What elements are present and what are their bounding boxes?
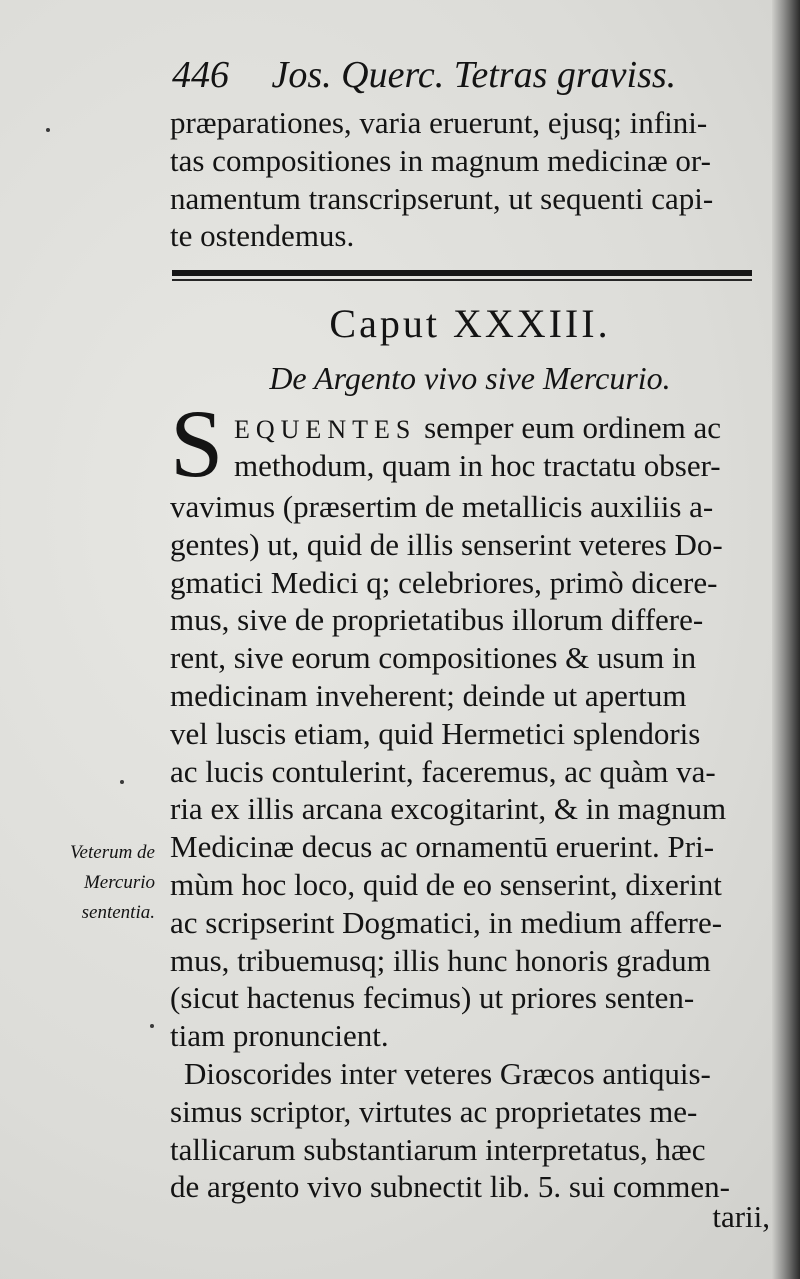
continuation-text [170,104,765,255]
margin-note [20,838,155,928]
text-line: methodum, quam in hoc tractatu obser- [234,448,721,483]
ink-speck [150,1024,154,1028]
running-title: Jos. Querc. Tetras graviss. [271,54,677,96]
text-line: medicinam inveherent; deinde ut apertum [170,677,687,713]
text-line: mus, sive de proprietatibus illorum differe- [170,602,704,638]
text-line: Medicinæ decus ac ornamentū eruerint. Pri- [170,829,715,865]
chapter-heading: Caput XXXIII. [329,301,611,346]
text-line: rent, sive eorum compositiones & usum in [170,640,697,676]
first-lines [234,409,764,485]
text-line: te ostendemus. [170,218,355,254]
text-line: ria ex illis arcana excogitarint, & in magnum [170,791,727,827]
margin-note-line: Mercurio [83,872,155,893]
ink-speck [46,128,50,132]
text-line: semper eum ordinem ac [424,410,722,445]
text-line: ac lucis contulerint, faceremus, ac quàm va- [170,753,716,789]
opening-word: EQUENTES [234,415,417,444]
text-line: simus scriptor, virtutes ac proprietates me- [170,1093,698,1129]
text-line: gmatici Medici q; celebriores, primò dicere- [170,564,718,600]
drop-cap: S [170,390,224,497]
page-gutter-shadow [772,0,800,1279]
page-number: 446 [172,54,229,96]
ink-speck [120,780,124,784]
margin-note-line: Veterum de [70,842,155,863]
text-line: mus, tribuemusq; illis hunc honoris gradum [170,942,711,978]
paragraph-two [170,1055,765,1206]
text-line: Dioscorides inter veteres Græcos antiquis- [184,1056,711,1091]
text-line: gentes) ut, quid de illis senserint veteres Do- [170,526,723,562]
text-line: ac scripserint Dogmatici, in medium afferre- [170,904,723,940]
text-line: (sicut hactenus fecimus) ut priores senten- [170,980,695,1016]
catchword: tarii, [712,1199,770,1234]
paragraph-one [170,488,765,1055]
text-line: tallicarum substantiarum interpretatus, hæc [170,1131,706,1167]
text-line: mùm hoc loco, quid de eo senserint, dixerint [170,866,722,902]
text-line: tiam pronuncient. [170,1018,389,1054]
text-line: vavimus (præsertim de metallicis auxiliis a- [170,489,714,524]
margin-note-line: sententia. [81,902,155,923]
running-header [172,50,772,100]
text-line: tas compositiones in magnum medicinæ or- [170,142,711,178]
text-line: namentum transcripserunt, ut sequenti capi- [170,180,714,216]
chapter-subtitle: De Argento vivo sive Mercurio. [269,360,671,396]
text-line: de argento vivo subnectit lib. 5. sui commen- [170,1169,730,1205]
text-line: præparationes, varia eruerunt, ejusq; infini- [170,105,708,140]
rule-thin [172,279,752,281]
rule-thick [172,270,752,276]
text-line: vel luscis etiam, quid Hermetici splendoris [170,715,701,751]
section-rule [172,270,752,282]
